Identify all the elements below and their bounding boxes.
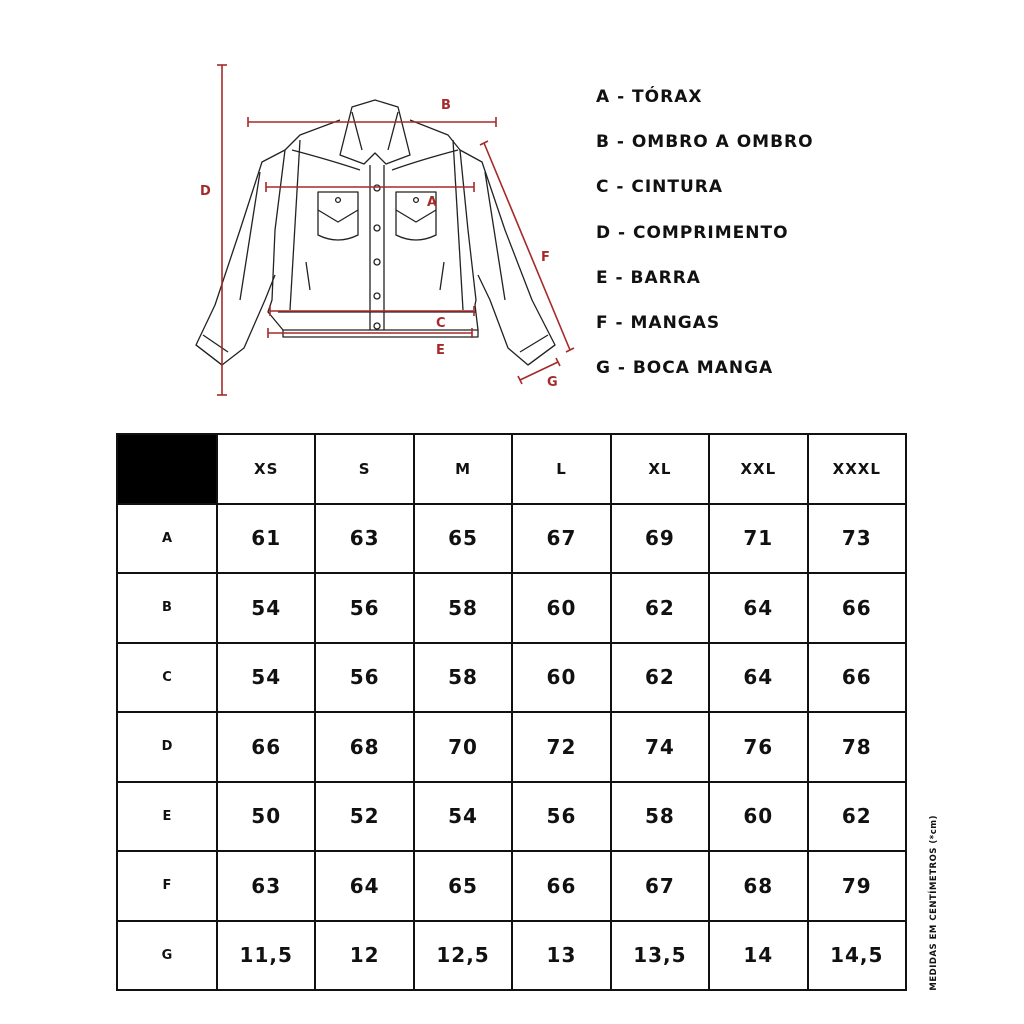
table-cell: 67 bbox=[512, 504, 610, 574]
table-cell: 62 bbox=[611, 573, 709, 643]
table-cell: 73 bbox=[808, 504, 906, 574]
size-header-xl: XL bbox=[611, 434, 709, 504]
row-label: D bbox=[117, 712, 217, 782]
table-cell: 63 bbox=[315, 504, 413, 574]
row-label: B bbox=[117, 573, 217, 643]
table-cell: 70 bbox=[414, 712, 512, 782]
table-header-row bbox=[117, 434, 906, 504]
table-row bbox=[117, 782, 906, 852]
table-row bbox=[117, 573, 906, 643]
units-note: MEDIDAS EM CENTÍMETROS (*cm) bbox=[929, 815, 939, 991]
table-cell: 68 bbox=[315, 712, 413, 782]
table-cell: 60 bbox=[709, 782, 807, 852]
table-cell: 61 bbox=[217, 504, 315, 574]
row-label: F bbox=[117, 851, 217, 921]
measurement-legend bbox=[596, 84, 814, 400]
row-label: G bbox=[117, 921, 217, 991]
size-table bbox=[116, 433, 907, 991]
table-cell: 56 bbox=[315, 573, 413, 643]
row-label: A bbox=[117, 504, 217, 574]
table-cell: 66 bbox=[808, 573, 906, 643]
jacket-measurement-diagram bbox=[180, 55, 580, 400]
table-row bbox=[117, 643, 906, 713]
table-cell: 12,5 bbox=[414, 921, 512, 991]
table-cell: 68 bbox=[709, 851, 807, 921]
table-cell: 12 bbox=[315, 921, 413, 991]
legend-item-a: A - TÓRAX bbox=[596, 87, 703, 107]
size-header-m: M bbox=[414, 434, 512, 504]
table-cell: 56 bbox=[512, 782, 610, 852]
table-cell: 78 bbox=[808, 712, 906, 782]
table-cell: 66 bbox=[217, 712, 315, 782]
table-cell: 14,5 bbox=[808, 921, 906, 991]
legend-item-e: E - BARRA bbox=[596, 267, 701, 288]
table-cell: 60 bbox=[512, 643, 610, 713]
table-cell: 14 bbox=[709, 921, 807, 991]
table-cell: 67 bbox=[611, 851, 709, 921]
legend-item-f: F - MANGAS bbox=[596, 312, 721, 333]
table-cell: 54 bbox=[217, 573, 315, 643]
legend-item-c: C - CINTURA bbox=[596, 177, 724, 198]
size-header-xxxl: XXXL bbox=[808, 434, 906, 504]
legend-item-b: B - OMBRO A OMBRO bbox=[596, 132, 814, 153]
size-header-xs: XS bbox=[217, 434, 315, 504]
letter-d: D bbox=[200, 184, 211, 199]
table-cell: 60 bbox=[512, 573, 610, 643]
table-cell: 58 bbox=[611, 782, 709, 852]
table-cell: 54 bbox=[217, 643, 315, 713]
table-cell: 64 bbox=[315, 851, 413, 921]
table-cell: 58 bbox=[414, 643, 512, 713]
size-header-xxl: XXL bbox=[709, 434, 807, 504]
table-cell: 69 bbox=[611, 504, 709, 574]
table-cell: 54 bbox=[414, 782, 512, 852]
letter-g: G bbox=[547, 375, 558, 390]
letter-b: B bbox=[441, 98, 451, 113]
table-row bbox=[117, 712, 906, 782]
table-cell: 13 bbox=[512, 921, 610, 991]
table-cell: 76 bbox=[709, 712, 807, 782]
table-cell: 74 bbox=[611, 712, 709, 782]
table-row bbox=[117, 504, 906, 574]
letter-e: E bbox=[436, 343, 445, 358]
table-cell: 65 bbox=[414, 851, 512, 921]
table-row bbox=[117, 921, 906, 991]
table-row bbox=[117, 851, 906, 921]
measurement-letters bbox=[200, 98, 558, 390]
row-label: C bbox=[117, 643, 217, 713]
table-cell: 52 bbox=[315, 782, 413, 852]
table-cell: 62 bbox=[808, 782, 906, 852]
size-header-s: S bbox=[315, 434, 413, 504]
table-cell: 71 bbox=[709, 504, 807, 574]
table-cell: 64 bbox=[709, 643, 807, 713]
table-cell: 66 bbox=[512, 851, 610, 921]
table-cell: 65 bbox=[414, 504, 512, 574]
table-cell: 66 bbox=[808, 643, 906, 713]
table-cell: 56 bbox=[315, 643, 413, 713]
table-corner-cell bbox=[117, 434, 217, 504]
table-cell: 11,5 bbox=[217, 921, 315, 991]
letter-f: F bbox=[541, 250, 550, 265]
letter-a: A bbox=[427, 195, 438, 210]
table-cell: 64 bbox=[709, 573, 807, 643]
table-cell: 72 bbox=[512, 712, 610, 782]
legend-item-d: D - COMPRIMENTO bbox=[596, 222, 789, 243]
legend-item-g: G - BOCA MANGA bbox=[596, 358, 774, 379]
table-cell: 62 bbox=[611, 643, 709, 713]
table-cell: 50 bbox=[217, 782, 315, 852]
table-cell: 63 bbox=[217, 851, 315, 921]
jacket-outline bbox=[196, 100, 555, 365]
table-cell: 58 bbox=[414, 573, 512, 643]
row-label: E bbox=[117, 782, 217, 852]
size-header-l: L bbox=[512, 434, 610, 504]
letter-c: C bbox=[436, 316, 446, 331]
table-cell: 13,5 bbox=[611, 921, 709, 991]
table-cell: 79 bbox=[808, 851, 906, 921]
